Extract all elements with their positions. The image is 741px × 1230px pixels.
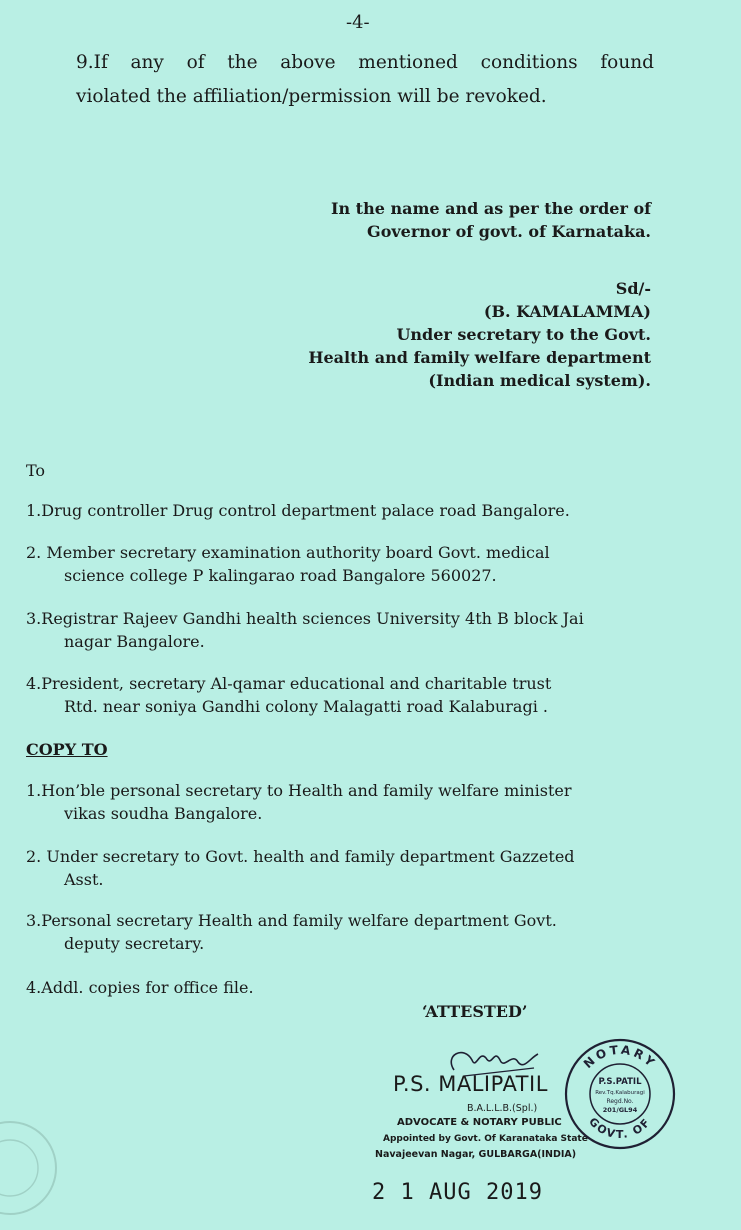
copy-line-1: 3.Personal secretary Health and family welfare department Govt. <box>26 911 557 930</box>
signatory-block <box>191 277 651 392</box>
attested-label: ‘ATTESTED’ <box>422 1002 528 1021</box>
recipient-line-1: 2. Member secretary examination authority board Govt. medical <box>26 543 550 562</box>
seal-top-text: NOTARY <box>580 1042 660 1072</box>
copy-line-2: Asst. <box>64 870 104 889</box>
order-block <box>231 197 651 243</box>
notary-name: P.S. MALIPATIL <box>393 1072 548 1096</box>
signatory-name: (B. KAMALAMMA) <box>483 302 651 321</box>
signatory-department: Health and family welfare department <box>308 348 651 367</box>
notary-appointment: Appointed by Govt. Of Karanataka State <box>383 1134 588 1144</box>
recipient-line-1: 1.Drug controller Drug control department palace road Bangalore. <box>26 501 570 520</box>
seal-regd: Regd.No. <box>606 1098 634 1105</box>
seal-bottom-text: GOVT. OF <box>586 1115 654 1142</box>
page-number: -4- <box>346 12 370 33</box>
copy-line-1: 4.Addl. copies for office file. <box>26 978 254 997</box>
recipient-line-2: Rtd. near soniya Gandhi colony Malagatti road Kalaburagi . <box>64 697 548 716</box>
recipient-item <box>26 499 666 522</box>
faded-seal-fragment <box>0 1118 60 1218</box>
recipient-line-2: nagar Bangalore. <box>64 632 205 651</box>
order-line-2: Governor of govt. of Karnataka. <box>367 222 651 241</box>
condition-line-1: 9.If any of the above mentioned conditions found <box>76 52 654 73</box>
notary-title: ADVOCATE & NOTARY PUBLIC <box>397 1117 562 1128</box>
notary-address: Navajeevan Nagar, GULBARGA(INDIA) <box>375 1149 577 1160</box>
copy-line-1: 1.Hon’ble personal secretary to Health and family welfare minister <box>26 781 572 800</box>
copy-item <box>26 779 666 825</box>
copy-item <box>26 845 666 891</box>
notary-degree: B.A.L.L.B.(Spl.) <box>467 1103 538 1114</box>
to-label: To <box>26 461 46 480</box>
notary-seal <box>562 1036 678 1152</box>
copy-line-2: deputy secretary. <box>64 934 205 953</box>
svg-text:GOVT. OF <box>586 1115 654 1141</box>
order-line-1: In the name and as per the order of <box>330 199 651 218</box>
signatory-system: (Indian medical system). <box>428 371 651 390</box>
date-stamp: 2 1 AUG 2019 <box>372 1180 543 1205</box>
recipient-line-1: 3.Registrar Rajeev Gandhi health sciences University 4th B block Jai <box>26 609 584 628</box>
recipient-item <box>26 541 666 587</box>
copy-to-heading: COPY TO <box>26 740 108 759</box>
copy-item <box>26 976 666 999</box>
signatory-designation: Under secretary to the Govt. <box>396 325 651 344</box>
seal-place: Rev.Tq.Kalaburagi <box>595 1090 645 1096</box>
copy-item <box>26 909 666 955</box>
recipient-item <box>26 607 666 653</box>
condition-line-2: violated the affiliation/permission will be revoked. <box>76 86 547 107</box>
recipient-item <box>26 672 666 718</box>
signatory-sd: Sd/- <box>615 279 651 298</box>
recipient-line-2: science college P kalingarao road Bangalore 560027. <box>64 566 497 585</box>
recipient-line-1: 4.President, secretary Al-qamar educational and charitable trust <box>26 674 552 693</box>
seal-name: P.S.PATIL <box>598 1077 642 1087</box>
seal-number: 201/GL94 <box>602 1106 638 1114</box>
copy-line-1: 2. Under secretary to Govt. health and family department Gazzeted <box>26 847 575 866</box>
copy-line-2: vikas soudha Bangalore. <box>64 804 263 823</box>
condition-paragraph <box>76 46 654 114</box>
